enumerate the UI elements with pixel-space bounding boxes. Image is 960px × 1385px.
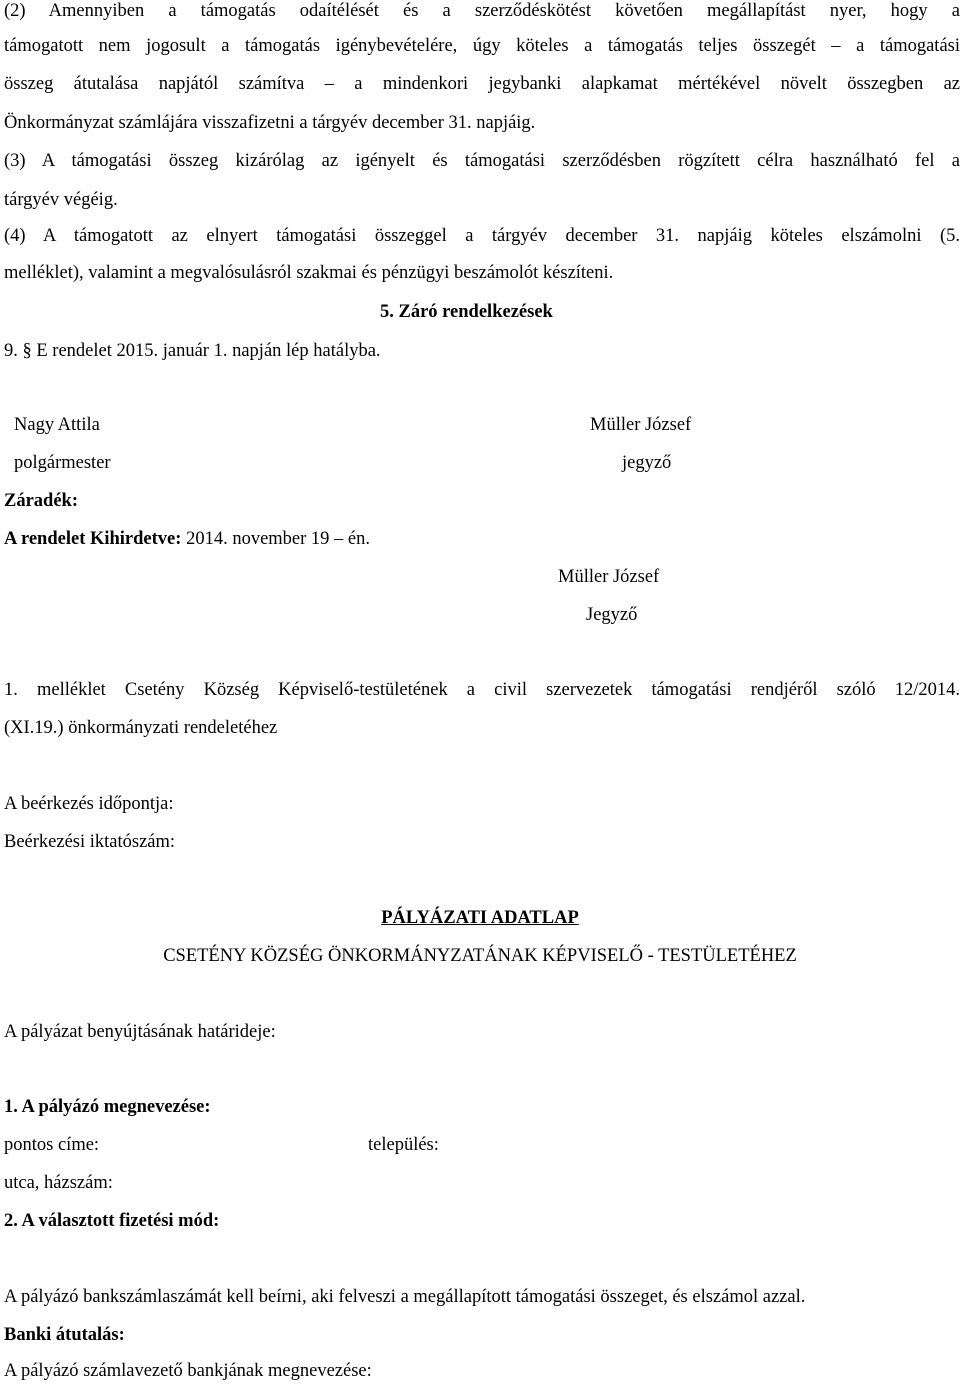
announcement-line bbox=[4, 528, 370, 550]
paragraph-3-line-2: tárgyév végéig. bbox=[4, 190, 118, 210]
paragraph-2-line-2: támogatott nem jogosult a támogatás igénybevételére, úgy köteles a támogatás teljes összegét – a támogatási bbox=[4, 36, 960, 56]
notary-name: Müller József bbox=[590, 415, 692, 435]
notary-title: jegyző bbox=[622, 453, 672, 473]
clause-notary-name: Müller József bbox=[558, 567, 660, 587]
bank-transfer-heading: Banki átutalás: bbox=[4, 1325, 125, 1345]
bank-note: A pályázó bankszámlaszámát kell beírni, aki felveszi a megállapított támogatási összeget, és elszámol azzal. bbox=[4, 1287, 806, 1307]
address-label: pontos címe: bbox=[4, 1135, 100, 1155]
paragraph-9: 9. § E rendelet 2015. január 1. napján lép hatályba. bbox=[4, 341, 381, 361]
form-title: PÁLYÁZATI ADATLAP bbox=[381, 908, 579, 928]
payment-method-heading: 2. A választott fizetési mód: bbox=[4, 1211, 220, 1231]
settlement-label: település: bbox=[368, 1135, 439, 1155]
arrival-number-label: Beérkezési iktatószám: bbox=[4, 832, 176, 852]
street-label: utca, házszám: bbox=[4, 1173, 113, 1193]
applicant-heading: 1. A pályázó megnevezése: bbox=[4, 1097, 211, 1117]
section-5-heading: 5. Záró rendelkezések bbox=[380, 302, 553, 322]
mayor-title: polgármester bbox=[14, 453, 111, 473]
clause-notary-title: Jegyző bbox=[586, 605, 638, 625]
paragraph-4-line-2: melléklet), valamint a megvalósulásról szakmai és pénzügyi beszámolót készíteni. bbox=[4, 263, 614, 283]
bank-name-label: A pályázó számlavezető bankjának megnevezése: bbox=[4, 1361, 372, 1381]
paragraph-2-line-1: (2) Amennyiben a támogatás odaítélését és a szerződéskötést követően megállapítást nyer, hogy a bbox=[4, 1, 960, 21]
announcement-label: A rendelet Kihirdetve: bbox=[4, 529, 182, 549]
paragraph-4-line-1: (4) A támogatott az elnyert támogatási összeggel a tárgyév december 31. napjáig köteles elszámolni (5. bbox=[4, 226, 960, 246]
paragraph-2-line-4: Önkormányzat számlájára visszafizetni a tárgyév december 31. napjáig. bbox=[4, 113, 536, 133]
mayor-name: Nagy Attila bbox=[14, 415, 100, 435]
annex-line-2: (XI.19.) önkormányzati rendeletéhez bbox=[4, 718, 278, 738]
paragraph-2-line-3: összeg átutalása napjától számítva – a mindenkori jegybanki alapkamat mértékével növelt összegben az bbox=[4, 74, 960, 94]
paragraph-3-line-1: (3) A támogatási összeg kizárólag az igényelt és támogatási szerződésben rögzített célra használható fel a bbox=[4, 151, 960, 171]
arrival-date-label: A beérkezés időpontja: bbox=[4, 794, 174, 814]
annex-line-1: 1. melléklet Csetény Község Képviselő-testületének a civil szervezetek támogatási rendjéről szóló 12/2014. bbox=[4, 680, 960, 700]
clause-label: Záradék: bbox=[4, 491, 78, 511]
form-subtitle: CSETÉNY KÖZSÉG ÖNKORMÁNYZATÁNAK KÉPVISELŐ - TESTÜLETÉHEZ bbox=[163, 946, 797, 966]
deadline-label: A pályázat benyújtásának határideje: bbox=[4, 1022, 276, 1042]
announcement-date: 2014. november 19 – én. bbox=[186, 529, 370, 549]
